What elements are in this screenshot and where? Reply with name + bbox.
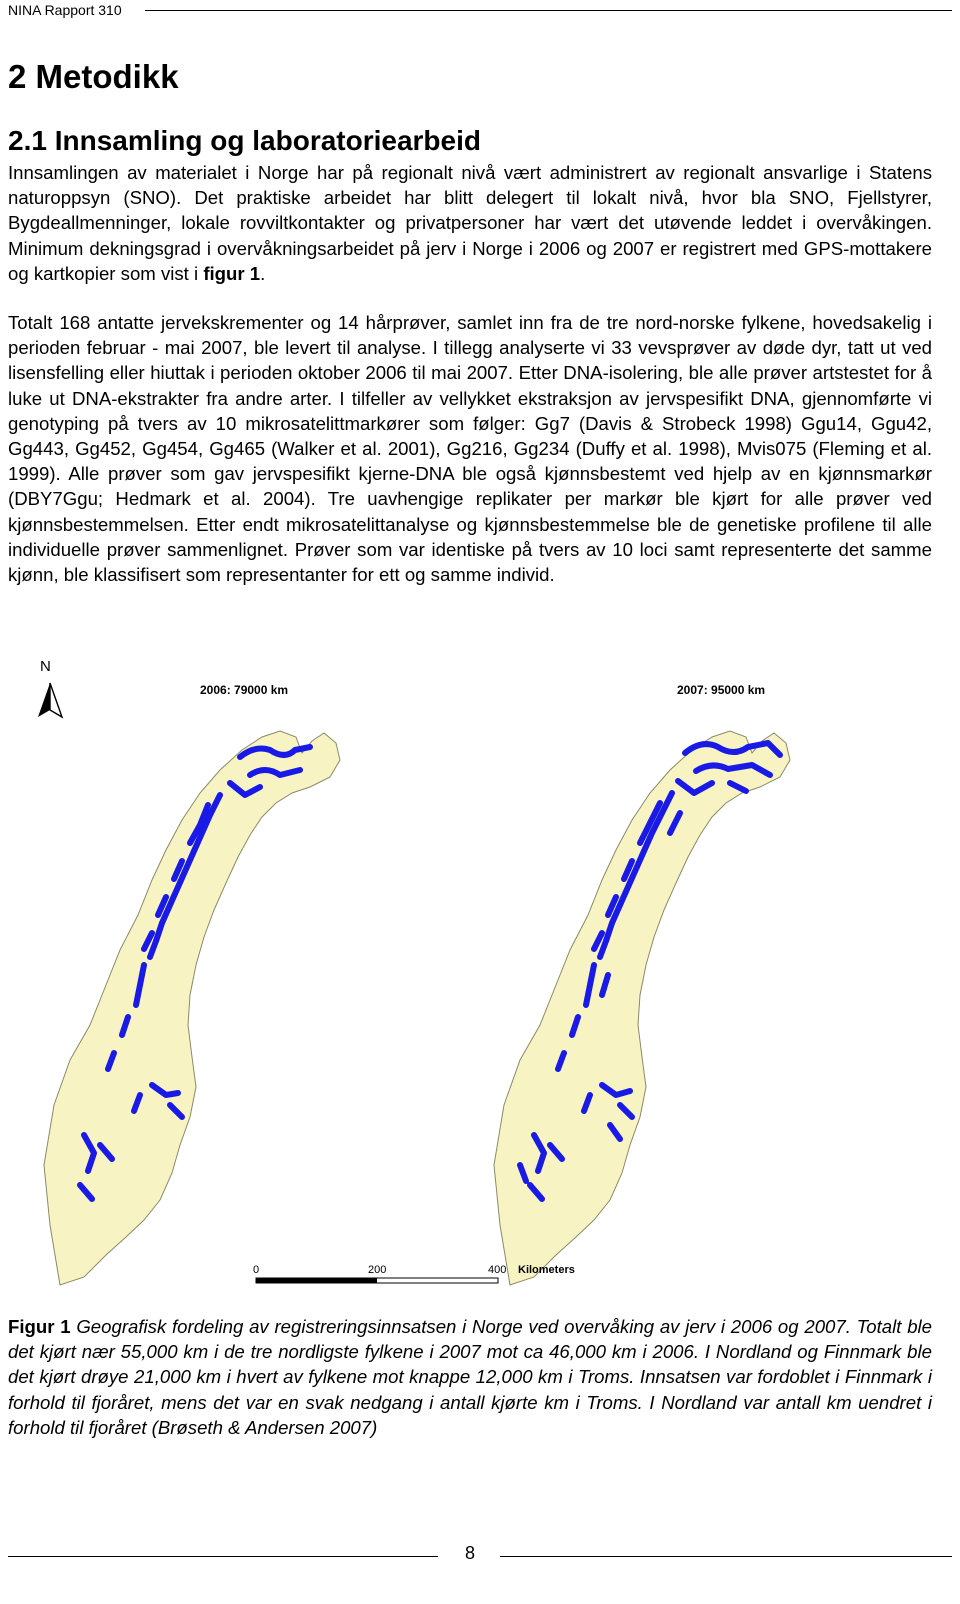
scale-label-400: 400 bbox=[488, 1264, 507, 1276]
north-label: N bbox=[40, 658, 51, 675]
paragraph-collection-end: . bbox=[260, 262, 266, 284]
scale-label-200: 200 bbox=[368, 1264, 387, 1276]
paragraph-collection bbox=[8, 160, 932, 286]
map-2006 bbox=[44, 731, 340, 1285]
paragraph-analysis: Totalt 168 antatte jervekskrementer og 14 hårprøver, samlet inn fra de tre nord-norske fylkene, hovedsakelig i perioden februar - mai 2007, ble levert til analyse. I tillegg analyserte vi 33 vevsprøver av døde dyr, tatt ut ved lisensfelling eller hiuttak i perioden oktober 2006 til mai 2007. Etter DNA-isolering, ble alle prøver artstestet for å luke ut DNA-ekstrakter fra andre arter. I tilfeller av vellykket ekstraksjon av jervspesifikt DNA, gjennomførte vi genotyping på tvers av 10 mikrosatelittmarkører som følger: Gg7 (Davis & Strobeck 1998) Ggu14, Ggu42, Gg443, Gg452, Gg454, Gg465 (Walker et al. 2001), Gg216, Gg234 (Duffy et al. 1998), Mvis075 (Fleming et al. 1999). Alle prøver som gav jervspesifikt kjerne-DNA ble også kjønnsbestemt ved hjelp av en kjønnsmarkør (DBY7Ggu; Hedmark et al. 2004). Tre uavhengige replikater per markør ble kjørt for alle prøver ved kjønnsbestemmelsen. Etter endt mikrosatelittanalyse og kjønnsbestemmelse ble de genetiske profilene til alle individuelle prøver sammenlignet. Prøver som var identiske på tvers av 10 loci samt representerte det samme kjønn, ble klassifisert som representanter for ett og samme individ. bbox=[8, 312, 932, 586]
map-2007 bbox=[494, 731, 790, 1285]
north-arrow-icon bbox=[38, 658, 62, 717]
section-title: 2.1 Innsamling og laboratoriearbeid bbox=[8, 125, 481, 156]
map-2007-title: 2007: 95000 km bbox=[677, 683, 766, 697]
page-number: 8 bbox=[464, 1543, 475, 1563]
scale-bar bbox=[253, 1264, 575, 1283]
figure-reference: figur 1 bbox=[203, 262, 261, 284]
figure-caption bbox=[8, 1314, 932, 1440]
report-header: NINA Rapport 310 bbox=[8, 2, 122, 18]
scale-label-0: 0 bbox=[253, 1264, 260, 1276]
chapter-title: 2 Metodikk bbox=[8, 58, 179, 95]
caption-text: Geografisk fordeling av registreringsinnsatsen i Norge ved overvåking av jerv i 2006 og 2007. Totalt ble det kjørt nær 55,000 km i de tre nordligste fylkene i 2007 mot ca 46,000 km i 2006. I Nordland og Finnmark ble det kjørt drøye 21,000 km i hvert av fylkene mot knappe 12,000 km i Troms. Innsatsen var fordoblet i Finnmark i forhold til fjoråret, mens det var en svak nedgang i antall kjørte km i Troms. I Nordland var antall km uendret i forhold til fjoråret (Brøseth & Andersen 2007) bbox=[8, 1316, 933, 1438]
maps-svg bbox=[0, 655, 960, 1295]
caption-label: Figur 1 bbox=[8, 1316, 71, 1337]
header-rule bbox=[145, 10, 952, 11]
scale-unit: Kilometers bbox=[518, 1264, 575, 1276]
footer-rule-right bbox=[500, 1556, 952, 1557]
footer-rule-left bbox=[8, 1556, 438, 1557]
map-2006-title: 2006: 79000 km bbox=[200, 683, 289, 697]
paragraph-collection-text: Innsamlingen av materialet i Norge har på regionalt nivå vært administrert av regionalt ansvarlige i Statens naturoppsyn (SNO). Det praktiske arbeidet har blitt delegert til lokalt nivå, hvor bla SNO, Fjellstyrer, Bygdeallmenninger, lokale rovviltkontakter og privatpersoner har vært det utøvende leddet i overvåkingen. Minimum dekningsgrad i overvåkningsarbeidet på jerv i Norge i 2006 og 2007 er registrert med GPS-mottakere og kartkopier som vist i bbox=[8, 162, 932, 284]
figure-maps bbox=[0, 655, 960, 1295]
